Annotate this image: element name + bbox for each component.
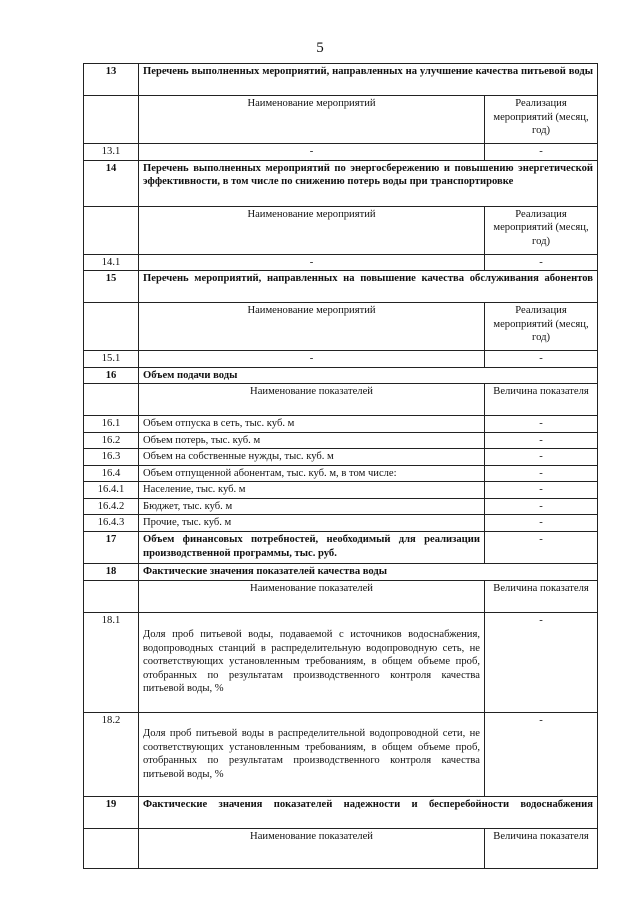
row-name: Объем на собственные нужды, тыс. куб. м [139, 449, 485, 466]
section-18-header [84, 564, 598, 581]
row-number: 13.1 [84, 144, 139, 161]
section-18-column-headers [84, 580, 598, 612]
section-number: 14 [84, 160, 139, 206]
column-header-name: Наименование показателей [139, 384, 485, 416]
row-name: Доля проб питьевой воды в распределительной водопроводной сети, не соответствующих установленным требованиям, в общем объеме проб, отобранных по результатам производственного контроля качества питьевой воды, % [139, 712, 485, 796]
row-value: - [485, 449, 598, 466]
column-header-value: Реализация мероприятий (месяц, год) [485, 206, 598, 254]
page-number: 5 [316, 40, 324, 56]
section-title: Перечень мероприятий, направленных на повышение качества обслуживания абонентов [139, 271, 598, 303]
table-row [84, 482, 598, 499]
row-name: Бюджет, тыс. куб. м [139, 498, 485, 515]
table-row [84, 498, 598, 515]
table-row [84, 449, 598, 466]
table-row [84, 612, 598, 712]
column-header-value: Величина показателя [485, 828, 598, 868]
column-header-name: Наименование показателей [139, 580, 485, 612]
table-row [84, 254, 598, 271]
section-14-column-headers [84, 206, 598, 254]
row-value: - [485, 482, 598, 499]
row-number: 16.2 [84, 432, 139, 449]
row-value: - [485, 465, 598, 482]
row-value: - [485, 612, 598, 712]
column-header-name: Наименование показателей [139, 828, 485, 868]
row-name: Прочие, тыс. куб. м [139, 515, 485, 532]
section-number: 17 [84, 532, 139, 564]
section-14-header [84, 160, 598, 206]
production-program-table [83, 63, 598, 869]
section-number: 16 [84, 367, 139, 384]
section-number: 13 [84, 64, 139, 96]
row-number: 16.1 [84, 416, 139, 433]
row-number: 14.1 [84, 254, 139, 271]
table-row [84, 144, 598, 161]
section-19-column-headers [84, 828, 598, 868]
section-number: 19 [84, 796, 139, 828]
row-value: - [485, 712, 598, 796]
section-13-header [84, 64, 598, 96]
row-number: 16.4.2 [84, 498, 139, 515]
section-number: 18 [84, 564, 139, 581]
section-title: Перечень выполненных мероприятий по энергосбережению и повышению энергетической эффективности, в том числе по снижению потерь воды при транспортировке [139, 160, 598, 206]
row-number: 18.1 [84, 612, 139, 712]
column-header-value: Величина показателя [485, 580, 598, 612]
row-value: - [485, 532, 598, 564]
row-number: 15.1 [84, 351, 139, 368]
row-value: - [485, 254, 598, 271]
section-19-header [84, 796, 598, 828]
row-value: - [485, 144, 598, 161]
section-title: Фактические значения показателей надежности и бесперебойности водоснабжения [139, 796, 598, 828]
section-title: Фактические значения показателей качества воды [139, 564, 598, 581]
column-header-name: Наименование мероприятий [139, 96, 485, 144]
section-title: Объем подачи воды [139, 367, 598, 384]
table-row [84, 432, 598, 449]
table-row [84, 351, 598, 368]
row-value: - [485, 515, 598, 532]
section-number: 15 [84, 271, 139, 303]
row-value: - [485, 416, 598, 433]
section-title: Объем финансовых потребностей, необходимый для реализации производственной программы, тыс. руб. [139, 532, 485, 564]
section-16-column-headers [84, 384, 598, 416]
row-number: 18.2 [84, 712, 139, 796]
row-name: Объем отпущенной абонентам, тыс. куб. м, в том числе: [139, 465, 485, 482]
row-value: - [485, 351, 598, 368]
row-number: 16.4.1 [84, 482, 139, 499]
section-title: Перечень выполненных мероприятий, направленных на улучшение качества питьевой воды [139, 64, 598, 96]
row-name: Доля проб питьевой воды, подаваемой с источников водоснабжения, водопроводных станций в распределительную водопроводную сеть, не соответствующих установленным требованиям, в общем объеме проб, отобранных по результатам производственного контроля качества питьевой воды, % [139, 612, 485, 712]
row-number: 16.4 [84, 465, 139, 482]
column-header-value: Величина показателя [485, 384, 598, 416]
row-name: Объем отпуска в сеть, тыс. куб. м [139, 416, 485, 433]
column-header-name: Наименование мероприятий [139, 303, 485, 351]
section-13-column-headers [84, 96, 598, 144]
row-number: 16.3 [84, 449, 139, 466]
column-header-value: Реализация мероприятий (месяц, год) [485, 96, 598, 144]
row-value: - [485, 498, 598, 515]
row-name: Население, тыс. куб. м [139, 482, 485, 499]
row-name: - [139, 144, 485, 161]
column-header-name: Наименование мероприятий [139, 206, 485, 254]
row-name: - [139, 254, 485, 271]
row-name: - [139, 351, 485, 368]
section-15-header [84, 271, 598, 303]
column-header-value: Реализация мероприятий (месяц, год) [485, 303, 598, 351]
table-row [84, 712, 598, 796]
table-row [84, 416, 598, 433]
section-15-column-headers [84, 303, 598, 351]
row-value: - [485, 432, 598, 449]
row-name: Объем потерь, тыс. куб. м [139, 432, 485, 449]
row-number: 16.4.3 [84, 515, 139, 532]
table-row [84, 515, 598, 532]
section-16-header [84, 367, 598, 384]
section-17-row [84, 532, 598, 564]
table-row [84, 465, 598, 482]
